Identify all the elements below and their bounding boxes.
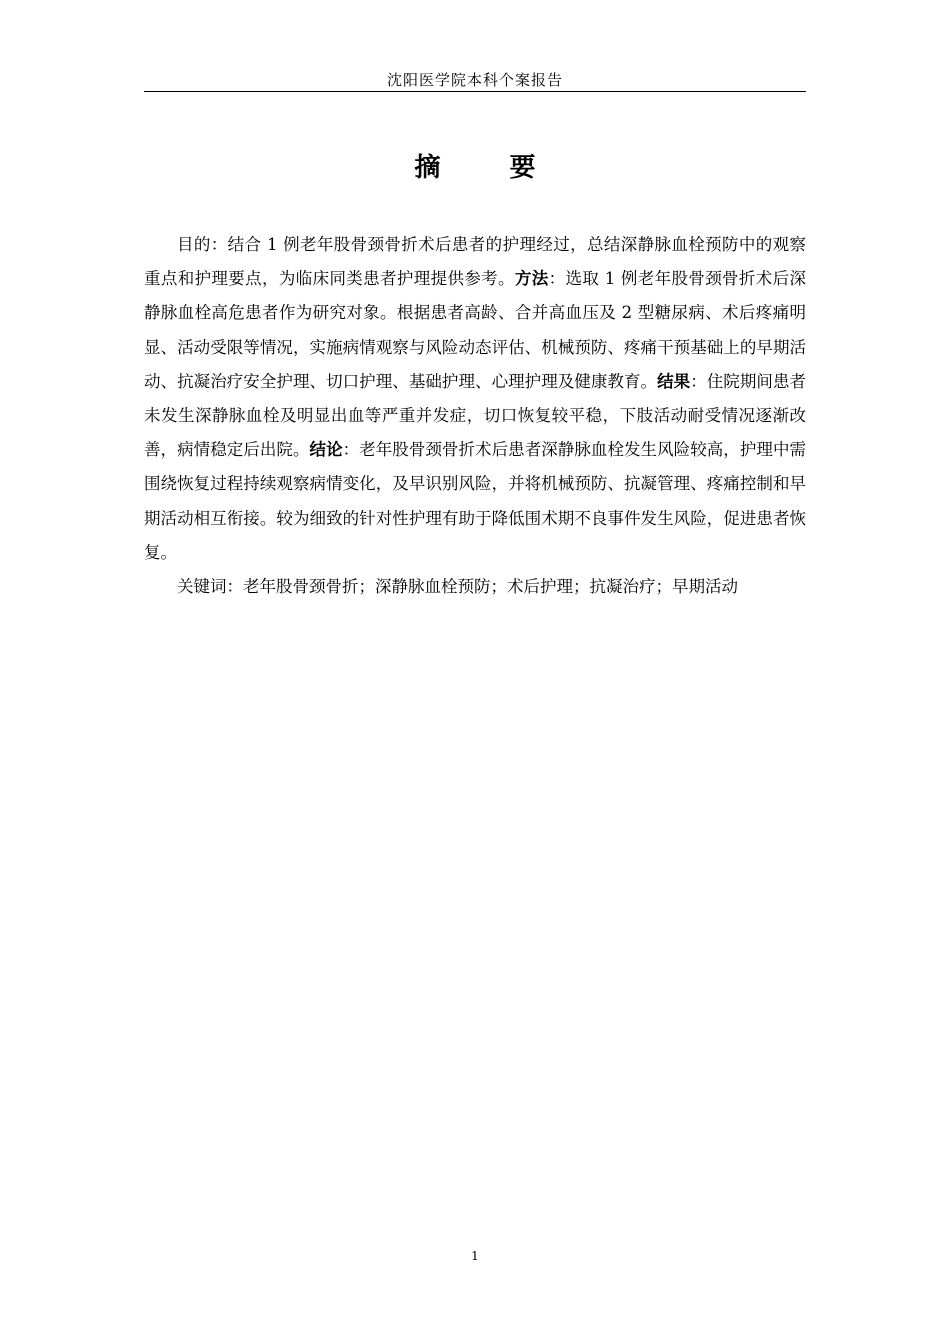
result-label: 结果 (657, 371, 691, 391)
keywords-text: ：老年股骨颈骨折；深静脉血栓预防；术后护理；抗凝治疗；早期活动 (226, 577, 738, 597)
abstract-title-text: 摘 要 (414, 153, 566, 183)
method-text: ：选取 1 例老年股骨颈骨折术后深静脉血栓高危患者作为研究对象。根据患者高龄、合并高血压及 2 型糖尿病、术后疼痛明显、活动受限等情况，实施病情观察与风险动态评估、机械预防、疼痛干预基础上的早期活动、抗凝治疗安全护理、切口护理、基础护理、心理护理及健康教育。 (144, 269, 806, 391)
method-label: 方法 (514, 269, 549, 289)
result-text: ：住院期间患者未发生深静脉血栓及明显出血等严重并发症，切口恢复较平稳，下肢活动耐受情况逐渐改善，病情稳定后出院。 (144, 371, 807, 460)
purpose-label: 目的 (177, 235, 211, 254)
page-header (144, 70, 806, 92)
abstract-paragraph (144, 228, 806, 570)
conclusion-text: ：老年股骨颈骨折术后患者深静脉血栓发生风险较高，护理中需围绕恢复过程持续观察病情变化，及早识别风险，并将机械预防、抗凝管理、疼痛控制和早期活动相互衔接。较为细致的针对性护理有助于降低围术期不良事件发生风险，促进患者恢复。 (144, 440, 807, 562)
keywords-paragraph (144, 570, 806, 604)
keywords-label: 关键词 (177, 577, 227, 597)
page-number: 1 (471, 1249, 479, 1263)
conclusion-label: 结论 (309, 440, 343, 460)
header-title: 沈阳医学院本科个案报告 (386, 71, 563, 89)
abstract-body (144, 228, 806, 604)
purpose-text: ：结合 1 例老年股骨颈骨折术后患者的护理经过，总结深静脉血栓预防中的观察重点和护理要点，为临床同类患者护理提供参考。 (144, 235, 806, 289)
abstract-title (144, 150, 806, 186)
